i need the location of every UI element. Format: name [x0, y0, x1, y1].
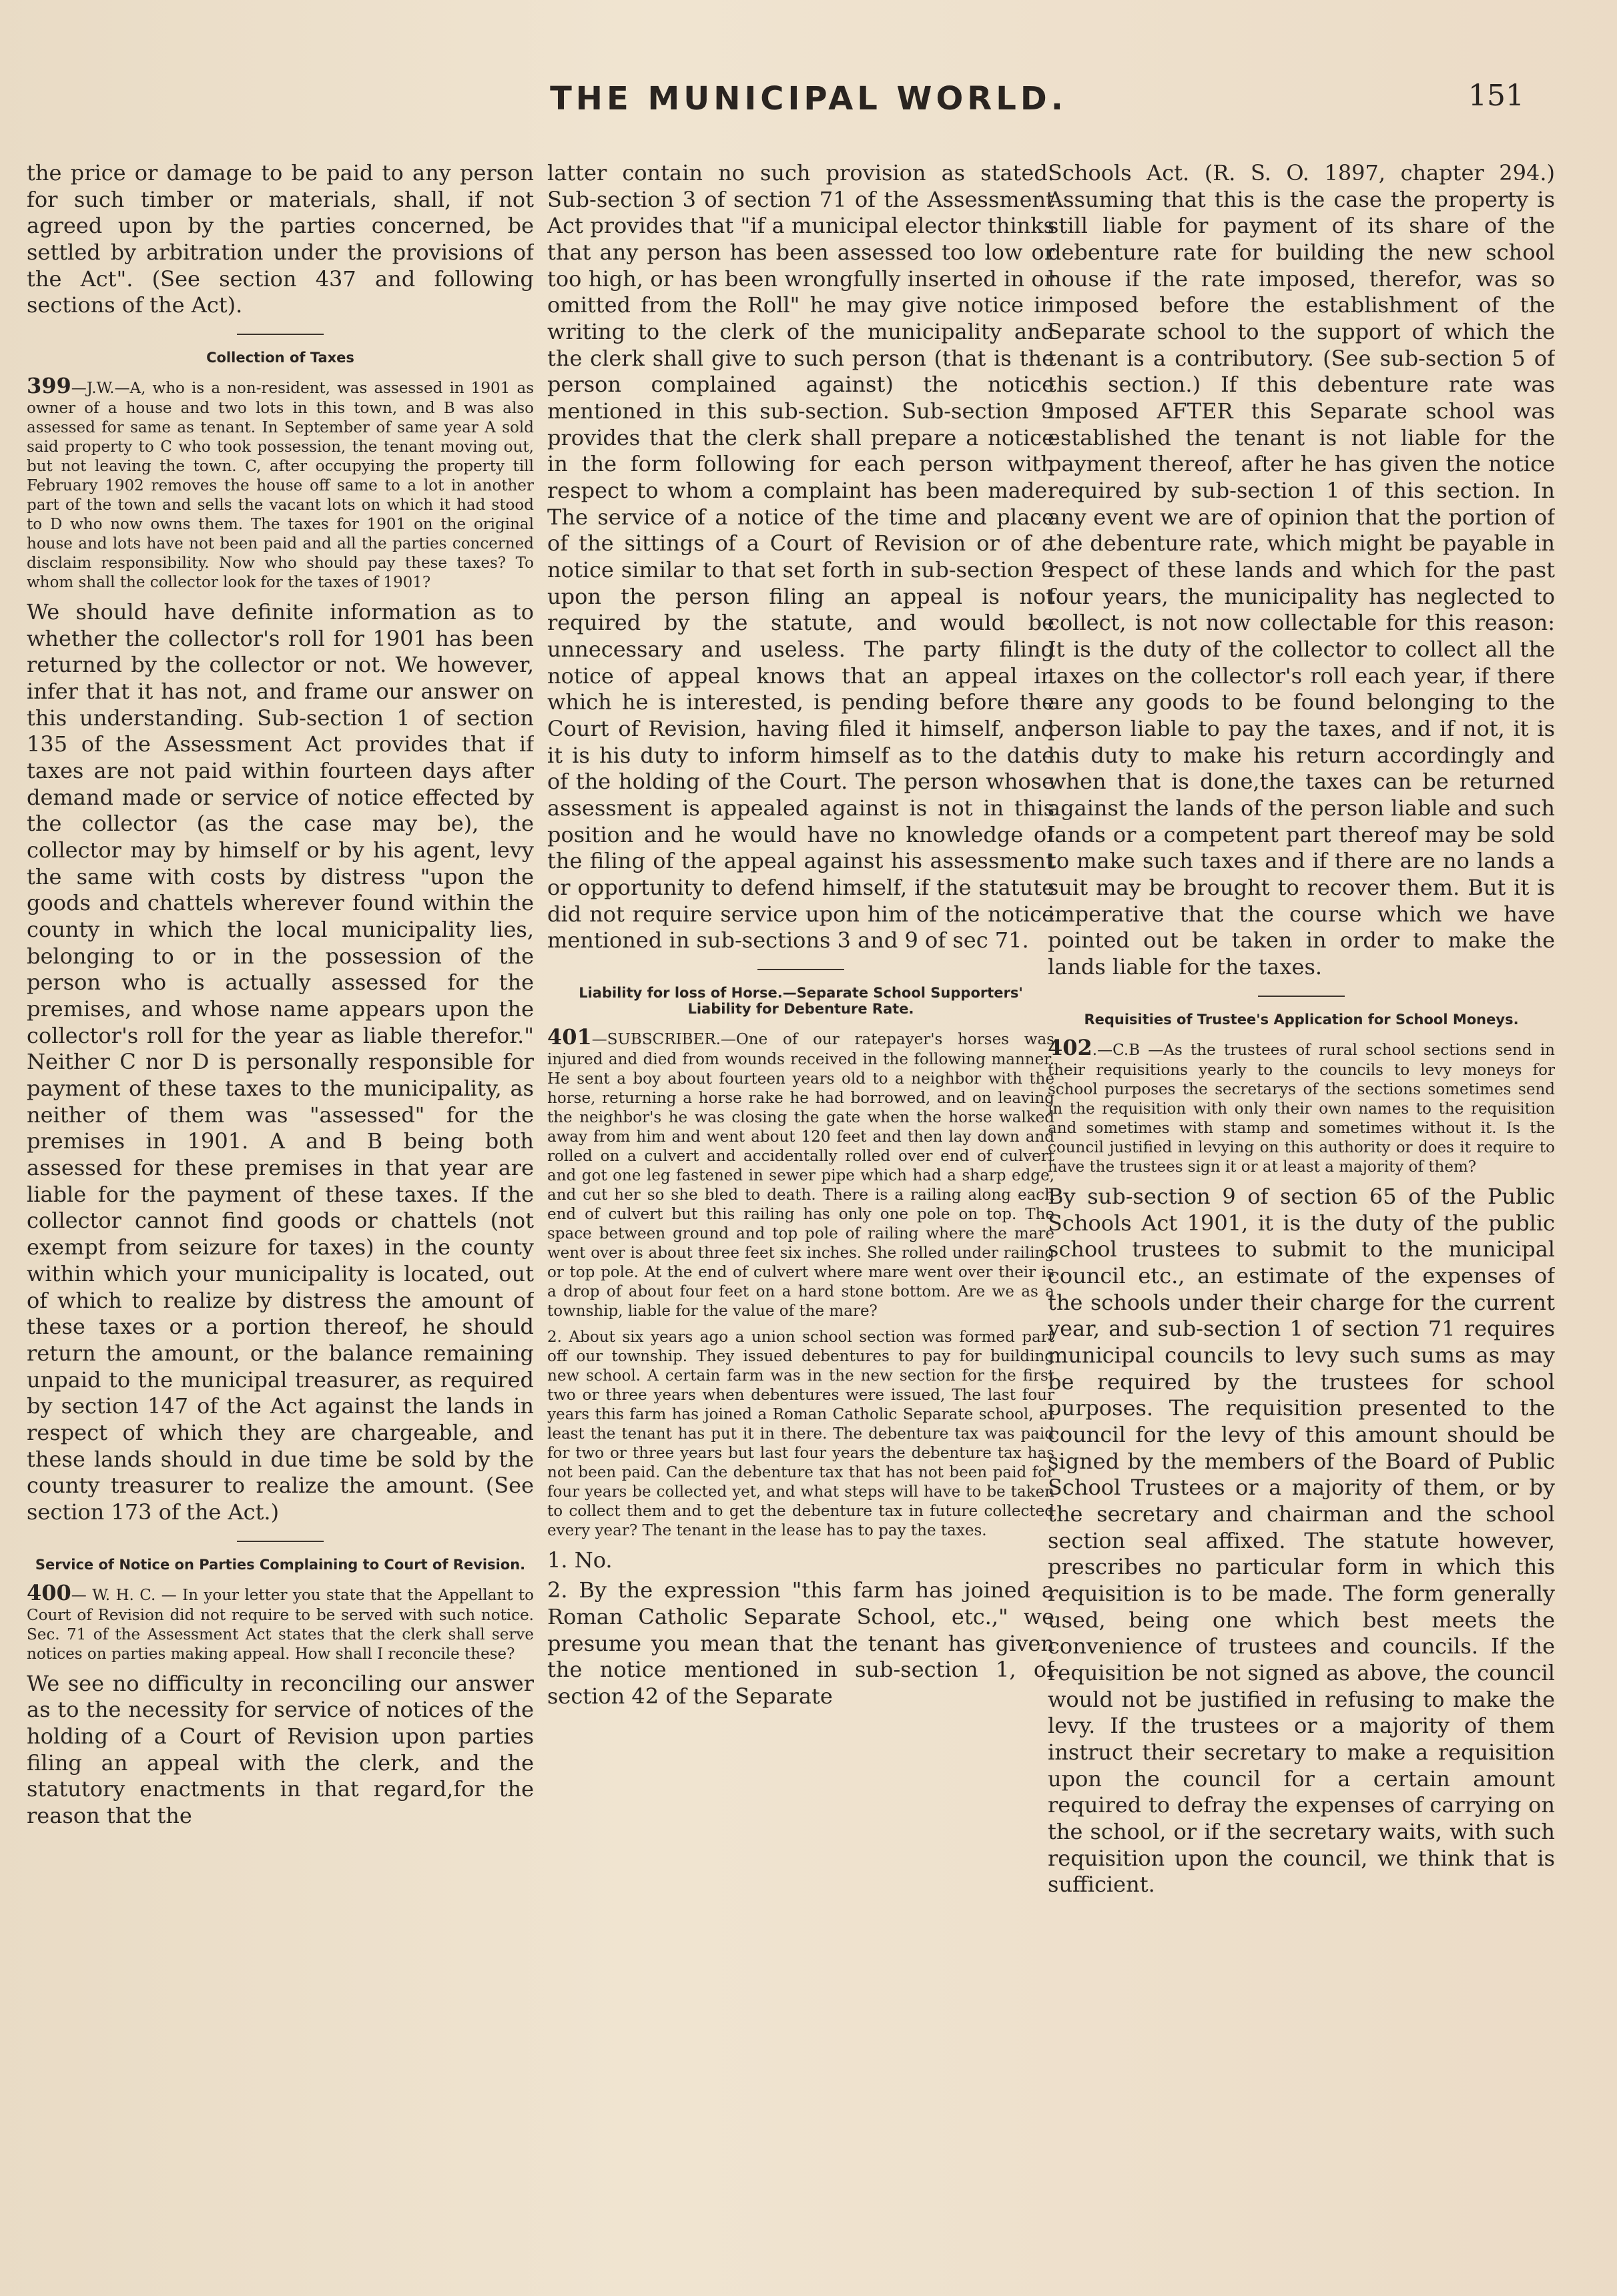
question-401-part-2: 2. About six years ago a union school section was formed part off our township. They issued debentures to pay for building new school. A certain farm was in the new section for the first two or three years when debentures were issued, The last four years this farm has joined a Roman Catholic Separate school, at least the tenant has put it in there. The debenture tax was paid for two or three years but last four years the debenture tax has not been paid. Can the debenture tax that has not been paid for four years be collected yet, and what steps will have to be taken to collect them and to get the debenture tax in future collected every year? The tenant in the lease has to pay the taxes.: [547, 1328, 1054, 1539]
masthead-title: THE MUNICIPAL WORLD.: [550, 80, 1067, 117]
answer-400-continued: latter contain no such provision as stated. Sub-section 3 of section 71 of the Assessment Act provides that "if a municipal elector thinks that any person has been assessed too low or too high, or has been wrongfully inserted in or omitted from the Roll" he may give notice in writing to the clerk of the municipality and the clerk shall give to such person (that is the person complained against) the notice mentioned in this sub-section. Sub-section 9 provides that the clerk shall prepare a notice in the form following for each person with respect to whom a complaint has been made: The service of a notice of the time and place of the sittings of a Court of Revision or of a notice similar to that set forth in sub-section 9 upon the person filing an appeal is not required by the statute, and would be unnecessary and useless. The party filing notice of appeal knows that an appeal in which he is interested, is pending before the Court of Revision, having filed it himself, and it is his duty to inform himself as to the date of the holding of the Court. The person whose assessment is appealed against is not in this position and he would have no knowledge of the filing of the appeal against his assessment or opportunity to defend himself, if the statute did not require service upon him of the notice mentioned in sub-sections 3 and 9 of sec 71.: [547, 160, 1054, 953]
question-number: 400: [27, 1579, 71, 1605]
answer-400: We see no difficulty in reconciling our answer as to the necessity for service of notices of the holding of a Court of Revision upon parties filing an appeal with the clerk, and the statutory enactments in that regard,for the reason that the: [27, 1670, 534, 1829]
section-divider: [237, 1541, 324, 1542]
column-3: [1048, 160, 1555, 2235]
page-number: 151: [1468, 79, 1524, 113]
question-text: —SUBSCRIBER.—One of our ratepayer's horses was injured and died from wounds received in the following manner. He sent a boy about fourteen years old to a neighbor with the horse, returning a horse rake he had borrowed, and on leaving the neighbor's he was closing the gate when the horse walked away from him and went about 120 feet and then lay down and rolled on a culvert and accidentally rolled over end of culvert and got one leg fastened in sewer pipe which had a sharp edge, and cut her so she bled to death. There is a railing along each end of culvert but this railing has only one pole on top. The space between ground and top pole of railing where the mare went over is about three feet six inches. She rolled under railing or top pole. At the end of culvert where mare went over their is a drop of about four feet on a hard stone bottom. Are we as a township, liable for the value of the mare?: [547, 1031, 1054, 1320]
answer-401-part-2: 2. By the expression "this farm has joined a Roman Catholic Separate School, etc.," we presume you mean that the tenant has given the notice mentioned in sub-section 1, of section 42 of the Separate: [547, 1577, 1054, 1709]
heading-liability-for-loss-of-horse: Liability for loss of Horse.—Separate School Supporters' Liability for Debenture Rate.: [579, 985, 1023, 1018]
question-number: 399: [27, 373, 71, 399]
section-divider: [757, 969, 844, 970]
answer-401-continued: Schools Act. (R. S. O. 1897, chapter 294.) Assuming that this is the case the property is still liable for payment of its share of the debenture rate for building the new school house if the rate imposed, therefor, was so imposed before the establishment of the Separate school to the support of which the tenant is a contributory. (See sub-section 5 of this section.) If this debenture rate was imposed AFTER this Separate school was established the tenant is not liable for the payment thereof, after he has given the notice required by sub-section 1 of this section. In any event we are of opinion that the portion of the debenture rate, which might be payable in respect of these lands and which for the past four years, the municipality has neglected to collect, is not now collectable for this reason: It is the duty of the collector to collect all the taxes on the collector's roll each year, if there are any goods to be found belonging to the person liable to pay the taxes, and if not, it is his duty to make his return accordingly and when that is done,the taxes can be returned against the lands of the person liable and such lands or a competent part thereof may be sold to make such taxes and if there are no lands a suit may be brought to recover them. But it is imperative that the course which we have pointed out be taken in order to make the lands liable for the taxes.: [1048, 160, 1555, 980]
answer-399: We should have definite information as to whether the collector's roll for 1901 has been returned by the collector or not. We however, infer that it has not, and frame our answer on this understanding. Sub-section 1 of section 135 of the Assessment Act provides that if taxes are not paid within fourteen days after demand made or service of notice effected by the collector (as the case may be), the collector may by himself or by his agent, levy the same with costs by distress "upon the goods and chattels wherever found within the county in which the local municipality lies, belonging to or in the possession of the person who is actually assessed for the premises, and whose name appears upon the collector's roll for the year as liable therefor." Neither C nor D is personally responsible for payment of these taxes to the municipality, as neither of them was "assessed" for the premises in 1901. A and B being both assessed for these premises in that year are liable for the payment of these taxes. If the collector cannot find goods or chattels (not exempt from seizure for taxes) in the county within which your municipality is located, out of which to realize by distress the amount of these taxes or a portion thereof, he should return the amount, or the balance remaining unpaid to the municipal treasurer, as required by section 147 of the Act against the lands in respect of which they are chargeable, and these lands should in due time be sold by the county treasurer to realize the amount. (See section 173 of the Act.): [27, 599, 534, 1525]
question-number: 402: [1048, 1034, 1092, 1060]
question-399: [27, 372, 534, 593]
heading-service-of-notice: Service of Notice on Parties Complaining to Court of Revision.: [35, 1556, 526, 1573]
section-divider: [1258, 996, 1345, 997]
heading-requisites-of-trustees-application: Requisities of Trustee's Application for School Moneys.: [1084, 1011, 1519, 1028]
answer-402: By sub-section 9 of section 65 of the Public Schools Act 1901, it is the duty of the public school trustees to submit to the municipal council etc., an estimate of the expenses of the schools under their charge for the current year, and sub-section 1 of section 71 requires municipal councils to levy such sums as may be required by the trustees for school purposes. The requisition presented to the council for the levy of this amount should be signed by the members of the Board of Public School Trustees or a majority of them, or by the secretary and chairman and the school section seal affixed. The statute however, prescribes no particular form in which this requisition is to be made. The form generally used, being one which best meets the convenience of trustees and councils. If the requisition be not signed as above, the council would not be justified in refusing to make the levy. If the trustees or a majority of them instruct their secretary to make a requisition upon the council for a certain amount required to defray the expenses of carrying on the school, or if the secretary waits, with such requisition upon the council, we think that is sufficient.: [1048, 1183, 1555, 1898]
section-divider: [237, 334, 324, 335]
answer-401-part-1: 1. No.: [547, 1547, 613, 1573]
question-number: 401: [547, 1024, 592, 1050]
question-text: .—C.B —As the trustees of rural school sections send in their requisitions yearly to the councils to levy moneys for school purposes the secretarys of the sections sometimes send in the requisition with only their own names to the requisition and sometimes with stamp and sometimes without it. Is the council justified in levying on this authority or does it require to have the trustees sign it or at least a majority of them?: [1048, 1041, 1555, 1176]
column-1: [27, 160, 534, 2235]
column-2: [547, 160, 1054, 2235]
question-text: —J.W.—A, who is a non-resident, was assessed in 1901 as owner of a house and two lots in this town, and B was also assessed for same as tenant. In September of same year A sold said property to C who took possession, the tenant moving out, but not leaving the town. C, after occupying the property till February 1902 removes the house off same to a lot in another part of the town and sells the vacant lots on which it had stood to D who now owns them. The taxes for 1901 on the original house and lots have not been paid and all the parties concerned disclaim responsibility. Now who should pay these taxes? To whom shall the collector look for the taxes of 1901?: [27, 380, 534, 592]
question-text: — W. H. C. — In your letter you state that the Appellant to Court of Revision did not require to be served with such notice. Sec. 71 of the Assessment Act states that the clerk shall serve notices on parties making appeal. How shall I reconcile these?: [27, 1586, 534, 1663]
intro-paragraph: the price or damage to be paid to any person for such timber or materials, shall, if not agreed upon by the parties concerned, be settled by arbitration under the provisions of the Act". (See section 437 and following sections of the Act).: [27, 160, 534, 318]
heading-collection-of-taxes: Collection of Taxes: [206, 350, 354, 366]
question-400: [27, 1579, 534, 1664]
question-402: [1048, 1034, 1555, 1177]
question-401: [547, 1024, 1054, 1321]
